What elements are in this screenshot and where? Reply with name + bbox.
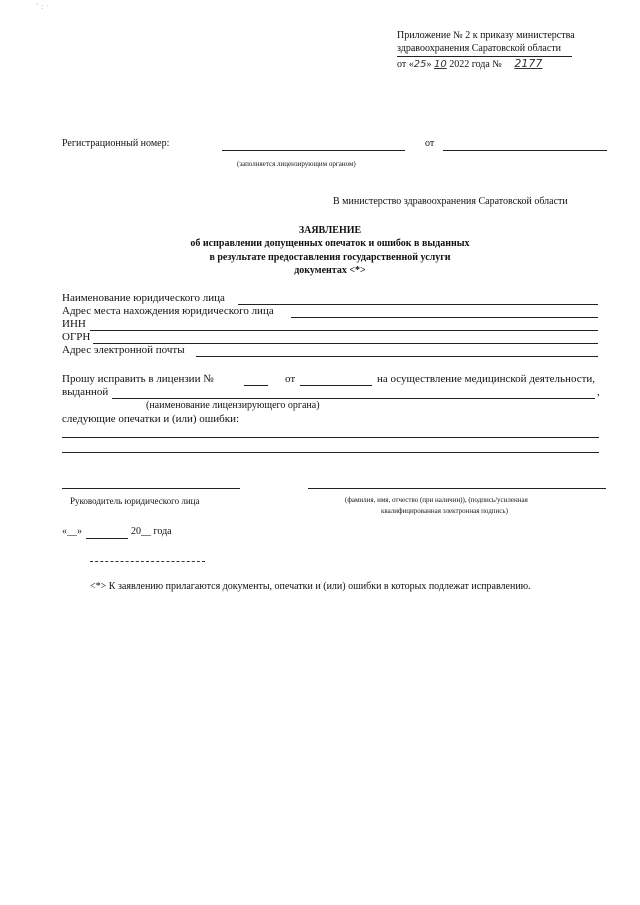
registration-from-label: от xyxy=(425,138,435,149)
appendix-line-1: Приложение № 2 к приказу министерства xyxy=(397,30,575,41)
errors-line-1[interactable] xyxy=(62,437,599,438)
signature-note-1: (фамилия, имя, отчество (при наличии)), (подпись/усиленная xyxy=(345,496,528,504)
license-number-line[interactable] xyxy=(244,385,268,386)
date-day-placeholder: «__» xyxy=(62,526,82,537)
signature-role-line xyxy=(62,488,240,489)
appendix-date xyxy=(397,57,542,70)
registration-label: Регистрационный номер: xyxy=(62,138,170,149)
appendix-line-2: здравоохранения Саратовской области xyxy=(397,43,561,54)
email-line[interactable] xyxy=(196,356,598,357)
request-activity-label: на осуществление медицинской деятельности, xyxy=(377,373,596,385)
issuer-note: (наименование лицензирующего органа) xyxy=(146,400,320,411)
errors-line-2[interactable] xyxy=(62,452,599,453)
registration-note: (заполняется лицензирующим органом) xyxy=(237,160,356,168)
document-subtitle-3: документах <*> xyxy=(294,265,366,276)
footnote-separator xyxy=(90,561,205,562)
request-from-label: от xyxy=(285,373,296,385)
appendix-date-suffix: 2022 года № xyxy=(446,59,502,70)
org-name-label: Наименование юридического лица xyxy=(62,292,225,304)
addressee: В министерство здравоохранения Саратовской области xyxy=(333,196,568,207)
registration-number-line xyxy=(222,150,405,151)
date-month-line[interactable] xyxy=(86,538,128,539)
appendix-number-handwritten: 2177 xyxy=(514,57,543,70)
signature-note-2: квалифицированная электронная подпись) xyxy=(381,507,508,515)
appendix-date-month: 10 xyxy=(433,59,447,70)
registration-date-line xyxy=(443,150,607,151)
signature-role-label: Руководитель юридического лица xyxy=(70,496,200,506)
signature-line[interactable] xyxy=(308,488,606,489)
request-license-label: Прошу исправить в лицензии № xyxy=(62,373,214,385)
license-date-line[interactable] xyxy=(300,385,372,386)
org-address-line[interactable] xyxy=(291,317,598,318)
issued-label: выданной xyxy=(62,386,109,398)
issued-comma: , xyxy=(597,386,600,398)
inn-line[interactable] xyxy=(90,330,598,331)
document-subtitle-1: об исправлении допущенных опечаток и ошибок в выданных xyxy=(190,238,470,249)
email-label: Адрес электронной почты xyxy=(62,344,185,356)
issuer-line[interactable] xyxy=(112,398,595,399)
appendix-date-mid: » xyxy=(426,59,434,70)
ogrn-label: ОГРН xyxy=(62,331,91,343)
document-subtitle-2: в результате предоставления государственной услуги xyxy=(209,252,451,263)
document-title: ЗАЯВЛЕНИЕ xyxy=(298,225,362,236)
scan-mark: ' : · xyxy=(36,2,49,11)
org-name-line[interactable] xyxy=(238,304,598,305)
appendix-date-prefix: от « xyxy=(397,59,414,70)
errors-label: следующие опечатки и (или) ошибки: xyxy=(62,413,240,425)
date-year-placeholder: 20__ года xyxy=(131,526,172,537)
org-address-label: Адрес места нахождения юридического лица xyxy=(62,305,274,317)
appendix-date-day: 25 xyxy=(413,59,427,70)
footnote-text: <*> К заявлению прилагаются документы, опечатки и (или) ошибки в которых подлежат исправлению. xyxy=(90,581,531,592)
inn-label: ИНН xyxy=(62,318,86,330)
